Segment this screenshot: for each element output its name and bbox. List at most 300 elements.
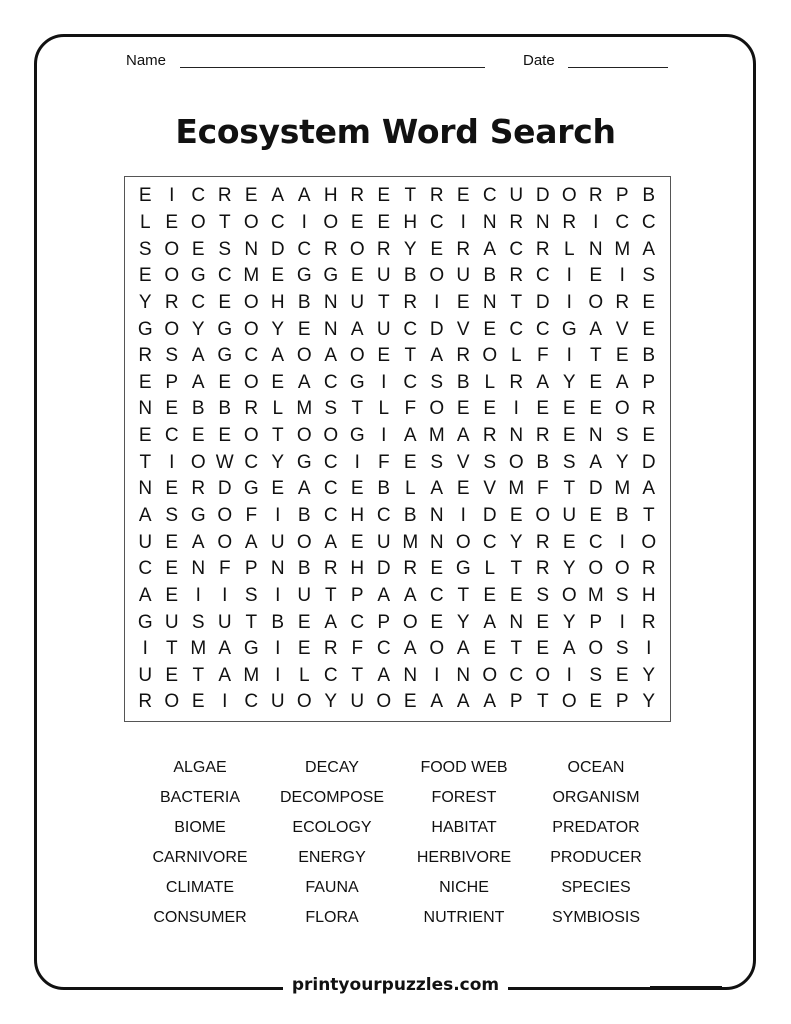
grid-cell[interactable]: G (137, 318, 153, 340)
grid-cell[interactable]: B (218, 398, 232, 420)
grid-cell[interactable]: I (169, 185, 175, 207)
grid-cell[interactable]: I (619, 531, 625, 553)
grid-cell[interactable]: I (566, 265, 572, 287)
grid-cell[interactable]: E (615, 345, 629, 367)
grid-cell[interactable]: E (403, 451, 417, 473)
grid-cell[interactable]: I (566, 664, 572, 686)
grid-cell[interactable]: U (138, 531, 153, 553)
grid-cell[interactable]: R (164, 291, 179, 313)
grid-cell[interactable]: S (483, 451, 497, 473)
grid-cell[interactable]: E (244, 185, 258, 207)
grid-cell[interactable]: T (218, 211, 231, 233)
grid-cell[interactable]: R (535, 558, 550, 580)
grid-cell[interactable]: E (642, 318, 656, 340)
grid-cell[interactable]: S (165, 345, 179, 367)
grid-cell[interactable]: A (430, 478, 444, 500)
grid-cell[interactable]: U (164, 611, 179, 633)
grid-cell[interactable]: E (350, 478, 364, 500)
grid-cell[interactable]: I (354, 451, 360, 473)
grid-cell[interactable]: E (165, 478, 179, 500)
grid-cell[interactable]: P (615, 185, 629, 207)
grid-cell[interactable]: N (509, 611, 524, 633)
grid-cell[interactable]: G (296, 265, 312, 287)
grid-cell[interactable]: A (483, 238, 497, 260)
grid-cell[interactable]: M (296, 398, 313, 420)
grid-cell[interactable]: C (323, 505, 338, 526)
grid-cell[interactable]: E (165, 558, 179, 580)
grid-cell[interactable]: Y (271, 451, 285, 473)
grid-cell[interactable]: Y (324, 691, 338, 713)
grid-cell[interactable]: S (138, 238, 152, 260)
grid-cell[interactable]: M (402, 531, 419, 553)
grid-cell[interactable]: T (271, 425, 284, 447)
grid-cell[interactable]: I (566, 291, 572, 313)
grid-cell[interactable]: E (271, 371, 285, 393)
grid-cell[interactable]: E (483, 584, 497, 606)
grid-cell[interactable]: G (190, 505, 206, 526)
grid-cell[interactable]: Y (191, 318, 205, 340)
grid-cell[interactable]: G (243, 478, 259, 500)
grid-cell[interactable]: D (217, 478, 232, 500)
grid-cell[interactable]: C (244, 451, 259, 473)
grid-cell[interactable]: I (301, 211, 307, 233)
grid-cell[interactable]: S (218, 238, 232, 260)
grid-cell[interactable]: C (323, 478, 338, 500)
grid-cell[interactable]: R (244, 398, 259, 420)
grid-cell[interactable]: O (614, 558, 630, 580)
grid-cell[interactable]: O (243, 425, 259, 447)
grid-cell[interactable]: T (510, 638, 523, 660)
grid-cell[interactable]: I (434, 291, 440, 313)
grid-cell[interactable]: B (297, 291, 311, 313)
grid-cell[interactable]: E (430, 238, 444, 260)
grid-cell[interactable]: S (536, 584, 550, 606)
grid-cell[interactable]: U (562, 505, 577, 526)
grid-cell[interactable]: P (589, 611, 603, 633)
grid-cell[interactable]: R (138, 691, 153, 713)
grid-cell[interactable]: O (296, 425, 312, 447)
grid-cell[interactable]: I (593, 211, 599, 233)
grid-cell[interactable]: V (456, 318, 470, 340)
grid-cell[interactable]: F (536, 478, 549, 500)
grid-cell[interactable]: E (483, 318, 497, 340)
grid-cell[interactable]: F (351, 638, 364, 660)
grid-cell[interactable]: Y (642, 691, 656, 713)
grid-cell[interactable]: L (563, 238, 575, 260)
grid-cell[interactable]: I (195, 584, 201, 606)
grid-cell[interactable]: A (271, 345, 285, 367)
grid-cell[interactable]: Y (271, 318, 285, 340)
grid-cell[interactable]: E (377, 211, 391, 233)
grid-cell[interactable]: L (139, 211, 151, 233)
grid-cell[interactable]: N (191, 558, 206, 580)
grid-cell[interactable]: M (190, 638, 207, 660)
grid-cell[interactable]: A (589, 318, 603, 340)
grid-cell[interactable]: U (350, 691, 365, 713)
grid-cell[interactable]: B (403, 505, 417, 526)
grid-cell[interactable]: S (615, 425, 629, 447)
grid-cell[interactable]: I (619, 611, 625, 633)
grid-cell[interactable]: O (561, 185, 577, 207)
grid-cell[interactable]: S (615, 584, 629, 606)
grid-cell[interactable]: G (561, 318, 577, 340)
grid-cell[interactable]: O (296, 531, 312, 553)
grid-cell[interactable]: D (376, 558, 391, 580)
grid-cell[interactable]: C (482, 531, 497, 553)
grid-cell[interactable]: G (455, 558, 471, 580)
grid-cell[interactable]: H (350, 505, 365, 526)
grid-cell[interactable]: D (429, 318, 444, 340)
grid-cell[interactable]: Y (509, 531, 523, 553)
grid-cell[interactable]: I (275, 505, 281, 526)
grid-cell[interactable]: R (323, 238, 338, 260)
grid-cell[interactable]: O (243, 291, 259, 313)
grid-cell[interactable]: R (323, 638, 338, 660)
grid-cell[interactable]: L (404, 478, 416, 500)
grid-cell[interactable]: A (483, 611, 497, 633)
grid-cell[interactable]: Y (642, 664, 656, 686)
grid-cell[interactable]: U (456, 265, 471, 287)
grid-cell[interactable]: R (429, 185, 444, 207)
grid-cell[interactable]: U (350, 291, 365, 313)
grid-cell[interactable]: S (244, 584, 258, 606)
grid-cell[interactable]: E (165, 398, 179, 420)
grid-cell[interactable]: O (455, 531, 471, 553)
grid-cell[interactable]: R (641, 558, 656, 580)
grid-cell[interactable]: R (509, 211, 524, 233)
grid-cell[interactable]: U (376, 531, 391, 553)
grid-cell[interactable]: A (589, 451, 603, 473)
grid-cell[interactable]: E (297, 638, 311, 660)
grid-cell[interactable]: A (138, 505, 152, 526)
grid-cell[interactable]: G (190, 265, 206, 287)
grid-cell[interactable]: H (641, 584, 656, 606)
grid-cell[interactable]: A (324, 345, 338, 367)
grid-cell[interactable]: O (349, 345, 365, 367)
grid-cell[interactable]: O (190, 451, 206, 473)
grid-cell[interactable]: H (323, 185, 338, 207)
grid-cell[interactable]: A (218, 638, 232, 660)
grid-cell[interactable]: G (349, 425, 365, 447)
grid-cell[interactable]: R (138, 345, 153, 367)
grid-cell[interactable]: E (138, 185, 152, 207)
grid-cell[interactable]: C (535, 318, 550, 340)
grid-cell[interactable]: C (350, 611, 365, 633)
grid-cell[interactable]: I (381, 371, 387, 393)
grid-cell[interactable]: R (588, 185, 603, 207)
grid-cell[interactable]: F (245, 505, 258, 526)
grid-cell[interactable]: L (298, 664, 310, 686)
grid-cell[interactable]: C (429, 211, 444, 233)
grid-cell[interactable]: T (139, 451, 152, 473)
grid-cell[interactable]: R (403, 291, 418, 313)
grid-cell[interactable]: T (192, 664, 205, 686)
grid-cell[interactable]: N (270, 558, 285, 580)
grid-cell[interactable]: R (323, 558, 338, 580)
grid-cell[interactable]: B (377, 478, 391, 500)
grid-cell[interactable]: I (275, 664, 281, 686)
grid-cell[interactable]: F (218, 558, 231, 580)
grid-cell[interactable]: O (482, 664, 498, 686)
grid-cell[interactable]: E (165, 664, 179, 686)
grid-cell[interactable]: E (562, 398, 576, 420)
grid-cell[interactable]: E (377, 185, 391, 207)
grid-cell[interactable]: T (536, 691, 549, 713)
grid-cell[interactable]: A (403, 425, 417, 447)
grid-cell[interactable]: P (244, 558, 258, 580)
grid-cell[interactable]: E (218, 425, 232, 447)
grid-cell[interactable]: Y (403, 238, 417, 260)
grid-cell[interactable]: E (536, 611, 550, 633)
grid-cell[interactable]: O (323, 211, 339, 233)
grid-cell[interactable]: M (243, 664, 260, 686)
grid-cell[interactable]: V (615, 318, 629, 340)
grid-cell[interactable]: Y (562, 558, 576, 580)
grid-cell[interactable]: O (243, 211, 259, 233)
grid-cell[interactable]: F (377, 451, 390, 473)
grid-cell[interactable]: Y (456, 611, 470, 633)
grid-cell[interactable]: O (482, 345, 498, 367)
grid-cell[interactable]: N (244, 238, 259, 260)
grid-cell[interactable]: E (138, 265, 152, 287)
grid-cell[interactable]: S (589, 664, 603, 686)
grid-cell[interactable]: O (296, 691, 312, 713)
grid-cell[interactable]: Y (562, 371, 576, 393)
grid-cell[interactable]: R (615, 291, 630, 313)
grid-cell[interactable]: E (483, 398, 497, 420)
grid-cell[interactable]: I (460, 505, 466, 526)
grid-cell[interactable]: W (215, 451, 234, 473)
grid-cell[interactable]: C (509, 664, 524, 686)
grid-cell[interactable]: O (561, 584, 577, 606)
grid-cell[interactable]: O (588, 638, 604, 660)
grid-cell[interactable]: O (614, 398, 630, 420)
grid-cell[interactable]: A (615, 371, 629, 393)
grid-cell[interactable]: N (403, 664, 418, 686)
grid-cell[interactable]: C (323, 371, 338, 393)
grid-cell[interactable]: C (376, 638, 391, 660)
date-line[interactable] (568, 67, 668, 68)
grid-cell[interactable]: R (191, 478, 206, 500)
grid-cell[interactable]: I (619, 265, 625, 287)
grid-cell[interactable]: S (430, 371, 444, 393)
grid-cell[interactable]: C (164, 425, 179, 447)
grid-cell[interactable]: E (165, 584, 179, 606)
grid-cell[interactable]: R (562, 211, 577, 233)
grid-cell[interactable]: E (589, 505, 603, 526)
grid-cell[interactable]: B (403, 265, 417, 287)
grid-cell[interactable]: A (456, 425, 470, 447)
grid-cell[interactable]: A (562, 638, 576, 660)
grid-cell[interactable]: E (483, 638, 497, 660)
grid-cell[interactable]: C (509, 318, 524, 340)
grid-cell[interactable]: O (429, 638, 445, 660)
name-line[interactable] (180, 67, 485, 68)
grid-cell[interactable]: H (403, 211, 418, 233)
grid-cell[interactable]: T (510, 558, 523, 580)
grid-cell[interactable]: O (217, 505, 233, 526)
grid-cell[interactable]: T (457, 584, 470, 606)
grid-cell[interactable]: R (641, 398, 656, 420)
grid-cell[interactable]: D (535, 291, 550, 313)
grid-cell[interactable]: A (536, 371, 550, 393)
grid-cell[interactable]: E (589, 265, 603, 287)
grid-cell[interactable]: U (297, 584, 312, 606)
grid-cell[interactable]: R (376, 238, 391, 260)
grid-cell[interactable]: E (271, 265, 285, 287)
grid-cell[interactable]: E (562, 425, 576, 447)
grid-cell[interactable]: B (642, 345, 656, 367)
grid-cell[interactable]: O (588, 291, 604, 313)
grid-cell[interactable]: I (513, 398, 519, 420)
grid-cell[interactable]: A (430, 691, 444, 713)
grid-cell[interactable]: C (138, 558, 153, 580)
grid-cell[interactable]: I (460, 211, 466, 233)
grid-cell[interactable]: R (641, 611, 656, 633)
grid-cell[interactable]: R (482, 425, 497, 447)
grid-cell[interactable]: A (297, 185, 311, 207)
grid-cell[interactable]: C (403, 371, 418, 393)
grid-cell[interactable]: G (243, 638, 259, 660)
grid-cell[interactable]: B (297, 558, 311, 580)
grid-cell[interactable]: P (642, 371, 656, 393)
grid-cell[interactable]: D (482, 505, 497, 526)
grid-cell[interactable]: E (430, 558, 444, 580)
grid-cell[interactable]: C (217, 265, 232, 287)
grid-cell[interactable]: O (429, 398, 445, 420)
grid-cell[interactable]: E (536, 398, 550, 420)
grid-cell[interactable]: I (646, 638, 652, 660)
grid-cell[interactable]: E (589, 398, 603, 420)
grid-cell[interactable]: N (429, 505, 444, 526)
grid-cell[interactable]: S (562, 451, 576, 473)
grid-cell[interactable]: G (323, 265, 339, 287)
grid-cell[interactable]: O (402, 611, 418, 633)
grid-cell[interactable]: R (535, 425, 550, 447)
grid-cell[interactable]: C (191, 185, 206, 207)
grid-cell[interactable]: I (275, 638, 281, 660)
grid-cell[interactable]: E (350, 265, 364, 287)
grid-cell[interactable]: E (456, 185, 470, 207)
grid-cell[interactable]: A (430, 345, 444, 367)
grid-cell[interactable]: N (482, 291, 497, 313)
grid-cell[interactable]: C (509, 238, 524, 260)
grid-cell[interactable]: A (642, 238, 656, 260)
grid-cell[interactable]: I (381, 425, 387, 447)
grid-cell[interactable]: O (561, 691, 577, 713)
grid-cell[interactable]: T (245, 611, 258, 633)
grid-cell[interactable]: B (271, 611, 285, 633)
grid-cell[interactable]: E (165, 211, 179, 233)
grid-cell[interactable]: A (218, 664, 232, 686)
grid-cell[interactable]: O (323, 425, 339, 447)
grid-cell[interactable]: B (483, 265, 497, 287)
grid-cell[interactable]: E (430, 611, 444, 633)
grid-cell[interactable]: L (510, 345, 522, 367)
grid-cell[interactable]: N (323, 318, 338, 340)
grid-cell[interactable]: E (350, 531, 364, 553)
grid-cell[interactable]: N (588, 425, 603, 447)
grid-cell[interactable]: R (509, 265, 524, 287)
grid-cell[interactable]: D (535, 185, 550, 207)
grid-cell[interactable]: O (508, 451, 524, 473)
grid-cell[interactable]: C (429, 584, 444, 606)
grid-cell[interactable]: S (324, 398, 338, 420)
grid-cell[interactable]: A (456, 691, 470, 713)
grid-cell[interactable]: G (137, 611, 153, 633)
grid-cell[interactable]: F (536, 345, 549, 367)
grid-cell[interactable]: E (297, 318, 311, 340)
grid-cell[interactable]: M (614, 238, 631, 260)
grid-cell[interactable]: E (615, 664, 629, 686)
grid-cell[interactable]: Y (562, 611, 576, 633)
grid-cell[interactable]: B (191, 398, 205, 420)
grid-cell[interactable]: A (191, 531, 205, 553)
grid-cell[interactable]: E (377, 345, 391, 367)
grid-cell[interactable]: E (589, 371, 603, 393)
grid-cell[interactable]: T (404, 345, 417, 367)
grid-cell[interactable]: D (588, 478, 603, 500)
grid-cell[interactable]: E (165, 531, 179, 553)
grid-cell[interactable]: M (428, 425, 445, 447)
grid-cell[interactable]: I (222, 584, 228, 606)
grid-cell[interactable]: N (456, 664, 471, 686)
grid-cell[interactable]: T (351, 664, 364, 686)
grid-cell[interactable]: C (323, 451, 338, 473)
grid-cell[interactable]: N (482, 211, 497, 233)
grid-cell[interactable]: C (641, 211, 656, 233)
grid-cell[interactable]: E (536, 638, 550, 660)
grid-cell[interactable]: C (376, 505, 391, 526)
grid-cell[interactable]: A (483, 691, 497, 713)
grid-cell[interactable]: D (641, 451, 656, 473)
grid-cell[interactable]: G (349, 371, 365, 393)
grid-cell[interactable]: C (615, 211, 630, 233)
grid-cell[interactable]: O (296, 345, 312, 367)
grid-cell[interactable]: Y (138, 291, 152, 313)
grid-cell[interactable]: N (429, 531, 444, 553)
grid-cell[interactable]: U (376, 318, 391, 340)
grid-cell[interactable]: E (218, 291, 232, 313)
grid-cell[interactable]: O (164, 265, 180, 287)
grid-cell[interactable]: A (191, 371, 205, 393)
grid-cell[interactable]: N (509, 425, 524, 447)
grid-cell[interactable]: Y (615, 451, 629, 473)
grid-cell[interactable]: C (244, 691, 259, 713)
grid-cell[interactable]: E (350, 211, 364, 233)
grid-cell[interactable]: P (165, 371, 179, 393)
grid-cell[interactable]: N (323, 291, 338, 313)
grid-cell[interactable]: U (376, 265, 391, 287)
grid-cell[interactable]: E (642, 291, 656, 313)
grid-cell[interactable]: E (191, 691, 205, 713)
grid-cell[interactable]: A (297, 478, 311, 500)
grid-cell[interactable]: E (456, 478, 470, 500)
grid-cell[interactable]: E (562, 531, 576, 553)
grid-cell[interactable]: A (456, 638, 470, 660)
grid-cell[interactable]: H (350, 558, 365, 580)
grid-cell[interactable]: A (324, 531, 338, 553)
grid-cell[interactable]: T (377, 291, 390, 313)
grid-cell[interactable]: O (164, 238, 180, 260)
grid-cell[interactable]: I (142, 638, 148, 660)
grid-cell[interactable]: D (270, 238, 285, 260)
grid-cell[interactable]: T (510, 291, 523, 313)
grid-cell[interactable]: A (324, 611, 338, 633)
grid-cell[interactable]: A (297, 371, 311, 393)
grid-cell[interactable]: N (588, 238, 603, 260)
grid-cell[interactable]: L (484, 371, 496, 393)
